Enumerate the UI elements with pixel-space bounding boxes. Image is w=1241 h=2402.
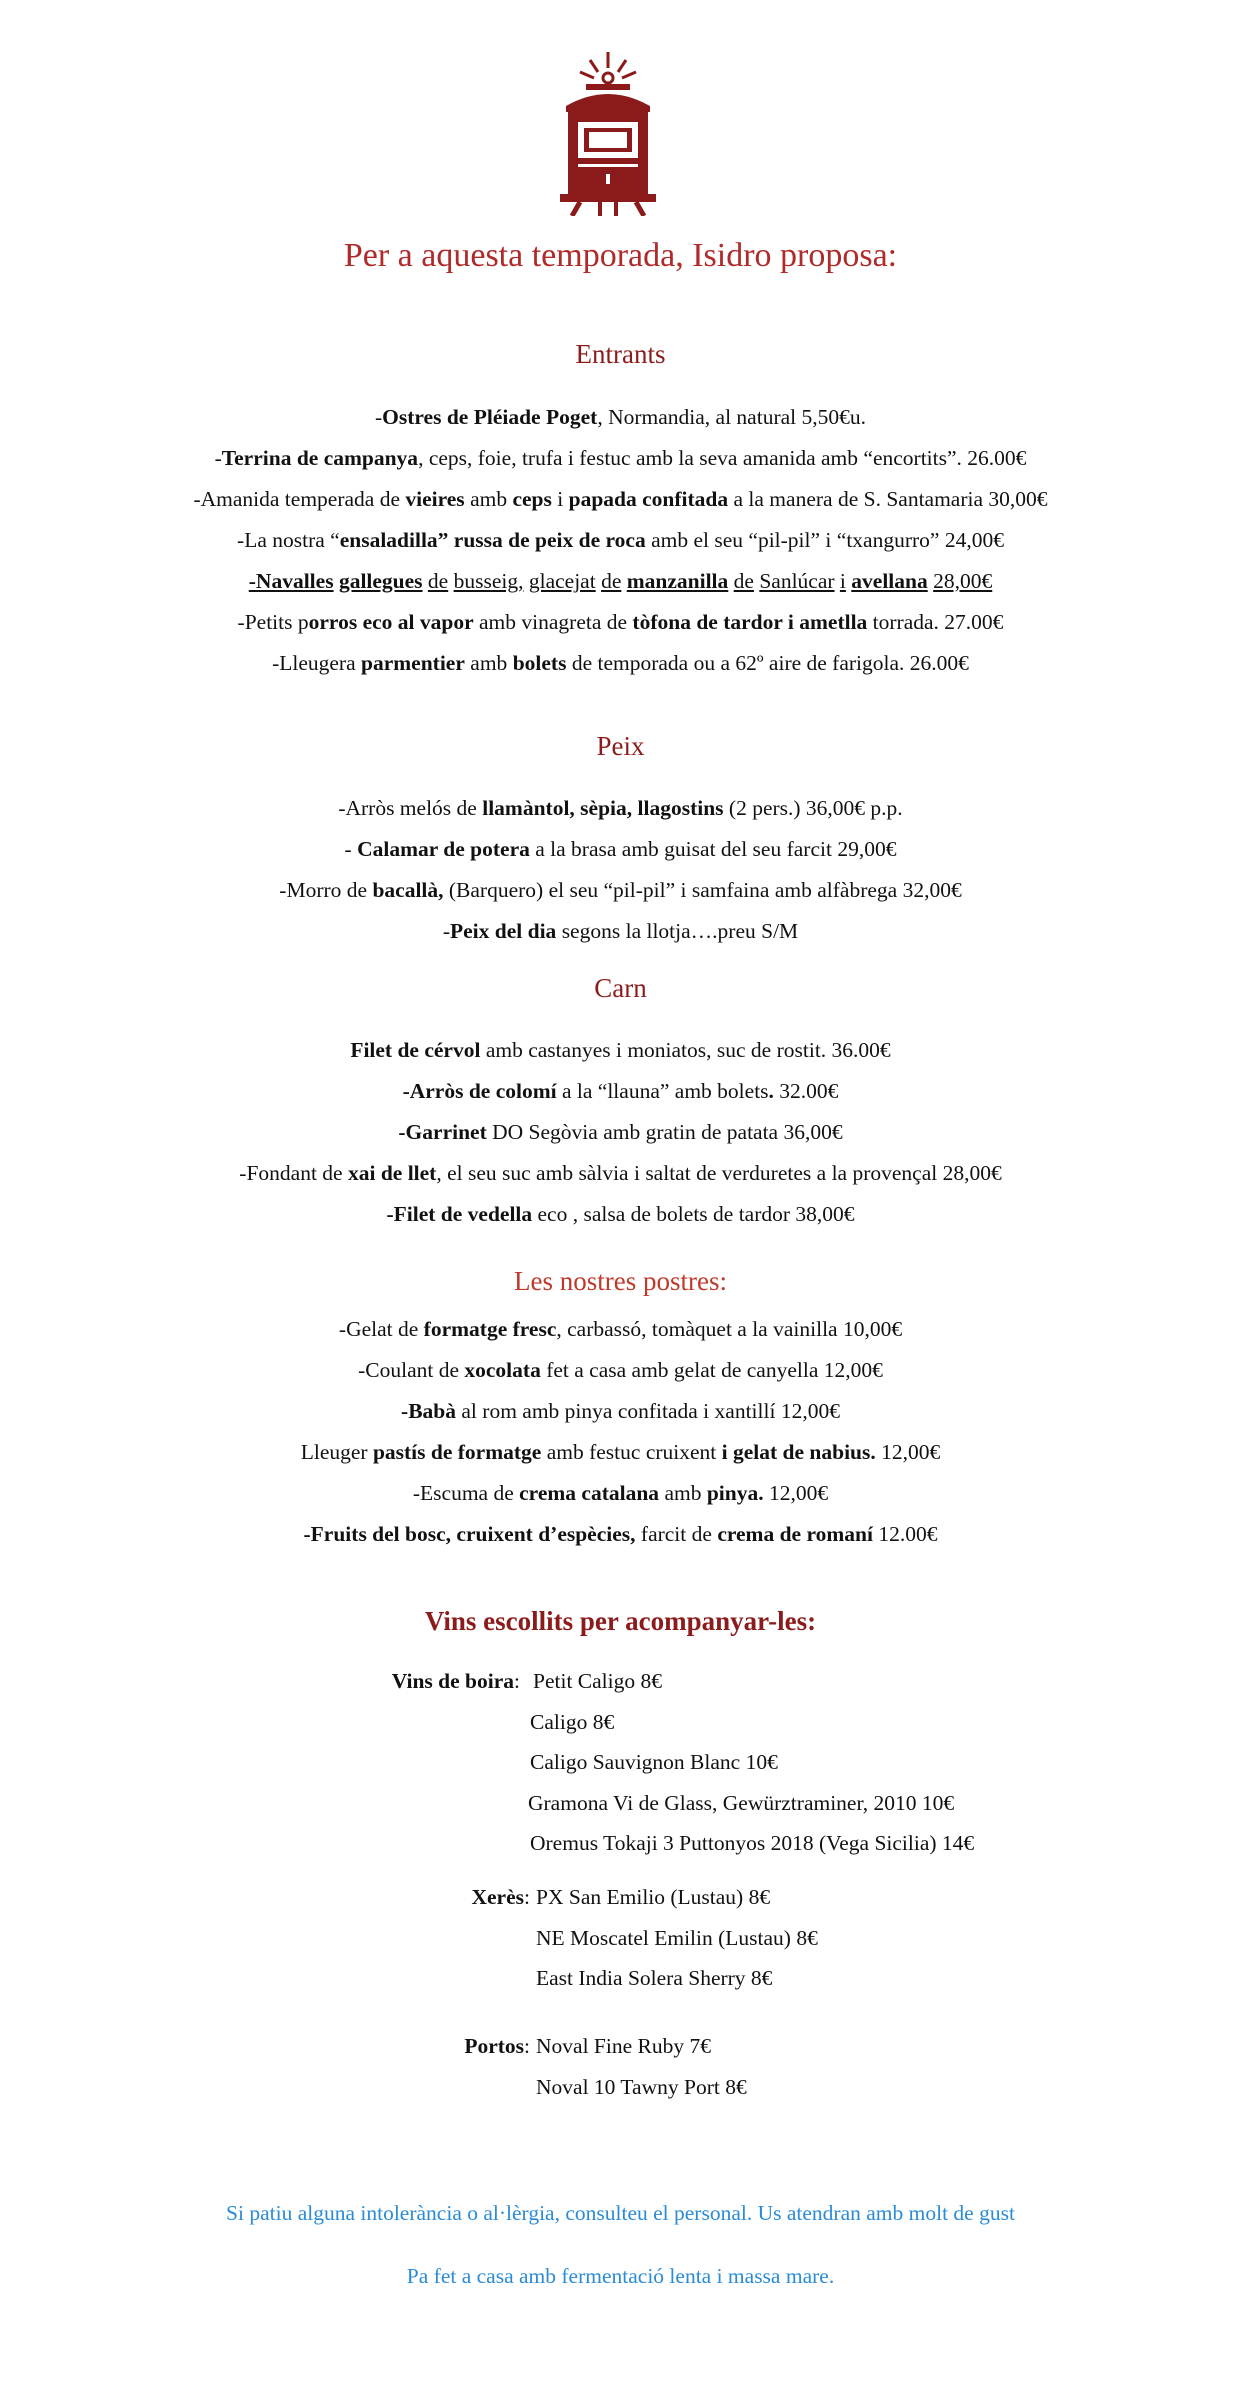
menu-item-text: -Fondant de [239,1161,348,1185]
menu-item-text: -Arròs melós de [338,796,483,820]
menu-item-text: -Babà [401,1399,457,1423]
menu-item-text: ensaladilla” russa de peix de roca [339,528,646,552]
menu-item-text: 28,00€ [933,569,993,593]
menu-item [0,561,1241,602]
menu-item [0,520,1241,561]
entrants-list [0,397,1241,684]
menu-item-text: de temporada ou a 62º aire de farigola. 26.00€ [566,651,969,675]
menu-item [0,1391,1241,1432]
bread-note: Pa fet a casa amb fermentació lenta i massa mare. [406,2264,835,2288]
menu-item-text: Lleuger [300,1440,373,1464]
menu-item [0,1514,1241,1555]
menu-item-text: -Filet de vedella [386,1202,533,1226]
menu-item-text: pastís de formatge [372,1440,542,1464]
menu-item-text: 12.00€ [872,1522,938,1546]
wine-group-boira-name: Vins de boira [391,1669,515,1693]
menu-item [0,1030,1241,1071]
wine-item: NE Moscatel Emilin (Lustau) 8€ [536,1926,818,1950]
menu-item-text: Ostres de Pléiade Poget [382,405,598,429]
wine-group-boira-label: Vins de boira: [391,1669,520,1693]
menu-item-text: ceps [512,487,552,511]
menu-item-text: - [442,919,450,943]
menu-item-text: avellana [851,569,928,593]
section-peix-heading: Peix [596,731,645,761]
menu-item-text: -La nostra “ [237,528,340,552]
menu-item-text: farcit de [635,1522,718,1546]
menu-item-text: i gelat de nabius. [721,1440,876,1464]
menu-item-text: segons la llotja….preu S/M [556,919,799,943]
tram-icon [560,50,656,216]
postres-list [0,1309,1241,1555]
wine-item: Oremus Tokaji 3 Puttonyos 2018 (Vega Sicilia) 14€ [530,1831,975,1855]
page-title: Per a aquesta temporada, Isidro proposa: [343,237,898,274]
menu-item-text: amb el seu “pil-pil” i “txangurro” 24,00€ [645,528,1004,552]
menu-item-text: manzanilla [626,569,729,593]
menu-item-text: -Coulant de [358,1358,465,1382]
menu-item-text: gallegues [338,569,423,593]
menu-item-text: -Arròs de colomí [402,1079,557,1103]
menu-item-text: , ceps, foie, trufa i festuc amb la seva amanida amb “encortits”. 26.00€ [418,446,1027,470]
menu-item [0,911,1241,952]
section-postres-heading: Les nostres postres: [514,1266,727,1296]
menu-item-text: bolets [512,651,567,675]
menu-item-text: glacejat [528,569,596,593]
wine-group-xeres-name: Xerès [471,1885,525,1909]
wine-item: Gramona Vi de Glass, Gewürztraminer, 2010 10€ [528,1791,955,1815]
menu-item-text: amb [659,1481,707,1505]
menu-item [0,1071,1241,1112]
menu-item-text: a la “llauna” amb bolets [556,1079,769,1103]
wine-item: Petit Caligo 8€ [533,1669,662,1693]
menu-item [0,1153,1241,1194]
menu-item-text: -Gelat de [338,1317,424,1341]
menu-item [0,643,1241,684]
menu-item-text: Filet de cérvol [350,1038,481,1062]
menu-item-text: orros eco al vapor [308,610,474,634]
menu-item-text: 32.00€ [773,1079,839,1103]
carn-list [0,1030,1241,1235]
menu-item-text: xocolata [464,1358,541,1382]
menu-item-text: amb castanyes i moniatos, suc de rostit. 36.00€ [480,1038,891,1062]
menu-item-text: de [601,569,622,593]
menu-item-text: Sanlúcar [759,569,835,593]
menu-item-text: -Navalles [248,569,334,593]
menu-item-text: fet a casa amb gelat de canyella 12,00€ [540,1358,883,1382]
wine-item: Noval 10 Tawny Port 8€ [536,2075,747,2099]
menu-item-text: bacallà, [372,878,444,902]
menu-item [0,438,1241,479]
menu-item-text: amb [464,487,513,511]
menu-item [0,1309,1241,1350]
menu-item-text: -Morro de [279,878,373,902]
menu-item-text: - [374,405,383,429]
menu-item-text: al rom amb pinya confitada i xantillí 12,00€ [456,1399,840,1423]
menu-item [0,479,1241,520]
menu-item-text: pinya. [706,1481,764,1505]
menu-item-text: torrada. 27.00€ [867,610,1004,634]
menu-item-text: Calamar de potera [357,837,530,861]
menu-item [0,1473,1241,1514]
peix-list [0,788,1241,952]
wine-item: Noval Fine Ruby 7€ [536,2034,711,2058]
menu-item-text: 12,00€ [875,1440,941,1464]
section-entrants-heading: Entrants [575,339,666,369]
menu-item-text: i [551,487,569,511]
menu-item-text: , el seu suc amb sàlvia i saltat de verduretes a la provençal 28,00€ [436,1161,1002,1185]
menu-item [0,397,1241,438]
menu-item-text: (2 pers.) 36,00€ p.p. [723,796,903,820]
menu-item [0,602,1241,643]
menu-item-text: crema catalana [519,1481,660,1505]
wine-item: East India Solera Sherry 8€ [536,1966,773,1990]
section-carn-heading: Carn [594,973,647,1003]
menu-item-text: (Barquero) el seu “pil-pil” i samfaina amb alfàbrega 32,00€ [443,878,962,902]
wine-group-portos-label: Portos: [464,2034,530,2058]
menu-item-text: xai de llet [347,1161,437,1185]
menu-item-text: , carbassó, tomàquet a la vainilla 10,00€ [556,1317,903,1341]
menu-item-text: -Escuma de [412,1481,520,1505]
menu-item-text: i [839,569,846,593]
menu-item-text: de [733,569,754,593]
wine-item: Caligo 8€ [530,1710,615,1734]
menu-item-text: -Amanida temperada de [193,487,406,511]
menu-item-text: amb festuc cruixent [541,1440,722,1464]
wine-item: PX San Emilio (Lustau) 8€ [536,1885,771,1909]
menu-item-text: llamàntol, sèpia, llagostins [482,796,724,820]
menu-item [0,1432,1241,1473]
menu-item-text: eco , salsa de bolets de tardor 38,00€ [532,1202,855,1226]
wine-group-xeres-label: Xerès: [471,1885,530,1909]
menu-item [0,1194,1241,1235]
menu-item-text: amb vinagreta de [473,610,633,634]
menu-item [0,1350,1241,1391]
menu-item-text: -Fruits del bosc, cruixent d’espècies, [303,1522,636,1546]
menu-item-text: . [768,1079,774,1103]
menu-item [0,1112,1241,1153]
menu-item-text: Terrina de campanya [221,446,419,470]
menu-item-text: DO Segòvia amb gratin de patata 36,00€ [486,1120,843,1144]
menu-item-text: busseig, [453,569,524,593]
menu-item-text: a la brasa amb guisat del seu farcit 29,00€ [529,837,897,861]
menu-item-text: de [427,569,449,593]
menu-item-text: , Normandia, al natural 5,50€u. [597,405,866,429]
wine-item: Caligo Sauvignon Blanc 10€ [530,1750,778,1774]
menu-item-text: papada confitada [568,487,729,511]
menu-item-text: Peix del dia [450,919,557,943]
intolerance-note: Si patiu alguna intolerància o al·lèrgia, consulteu el personal. Us atendran amb molt de gust [226,2201,1015,2225]
menu-item-text: vieires [405,487,465,511]
menu-item [0,788,1241,829]
menu-item-text: -Garrinet [398,1120,487,1144]
menu-item [0,829,1241,870]
menu-item-text: -Petits p [237,610,309,634]
menu-item-text: tòfona de tardor i ametlla [632,610,868,634]
menu-item-text: 12,00€ [763,1481,829,1505]
menu-item [0,870,1241,911]
menu-item-text: amb [464,651,513,675]
menu-item-text: a la manera de S. Santamaria 30,00€ [728,487,1048,511]
menu-item-text: parmentier [361,651,465,675]
menu-item-text: -Lleugera [272,651,362,675]
menu-item-text: - [344,837,358,861]
menu-item-text: formatge fresc [423,1317,557,1341]
section-vins-heading: Vins escollits per acompanyar-les: [424,1606,817,1636]
menu-item-text: crema de romaní [717,1522,873,1546]
menu-item-text: - [214,446,222,470]
wine-group-portos-name: Portos [464,2034,525,2058]
